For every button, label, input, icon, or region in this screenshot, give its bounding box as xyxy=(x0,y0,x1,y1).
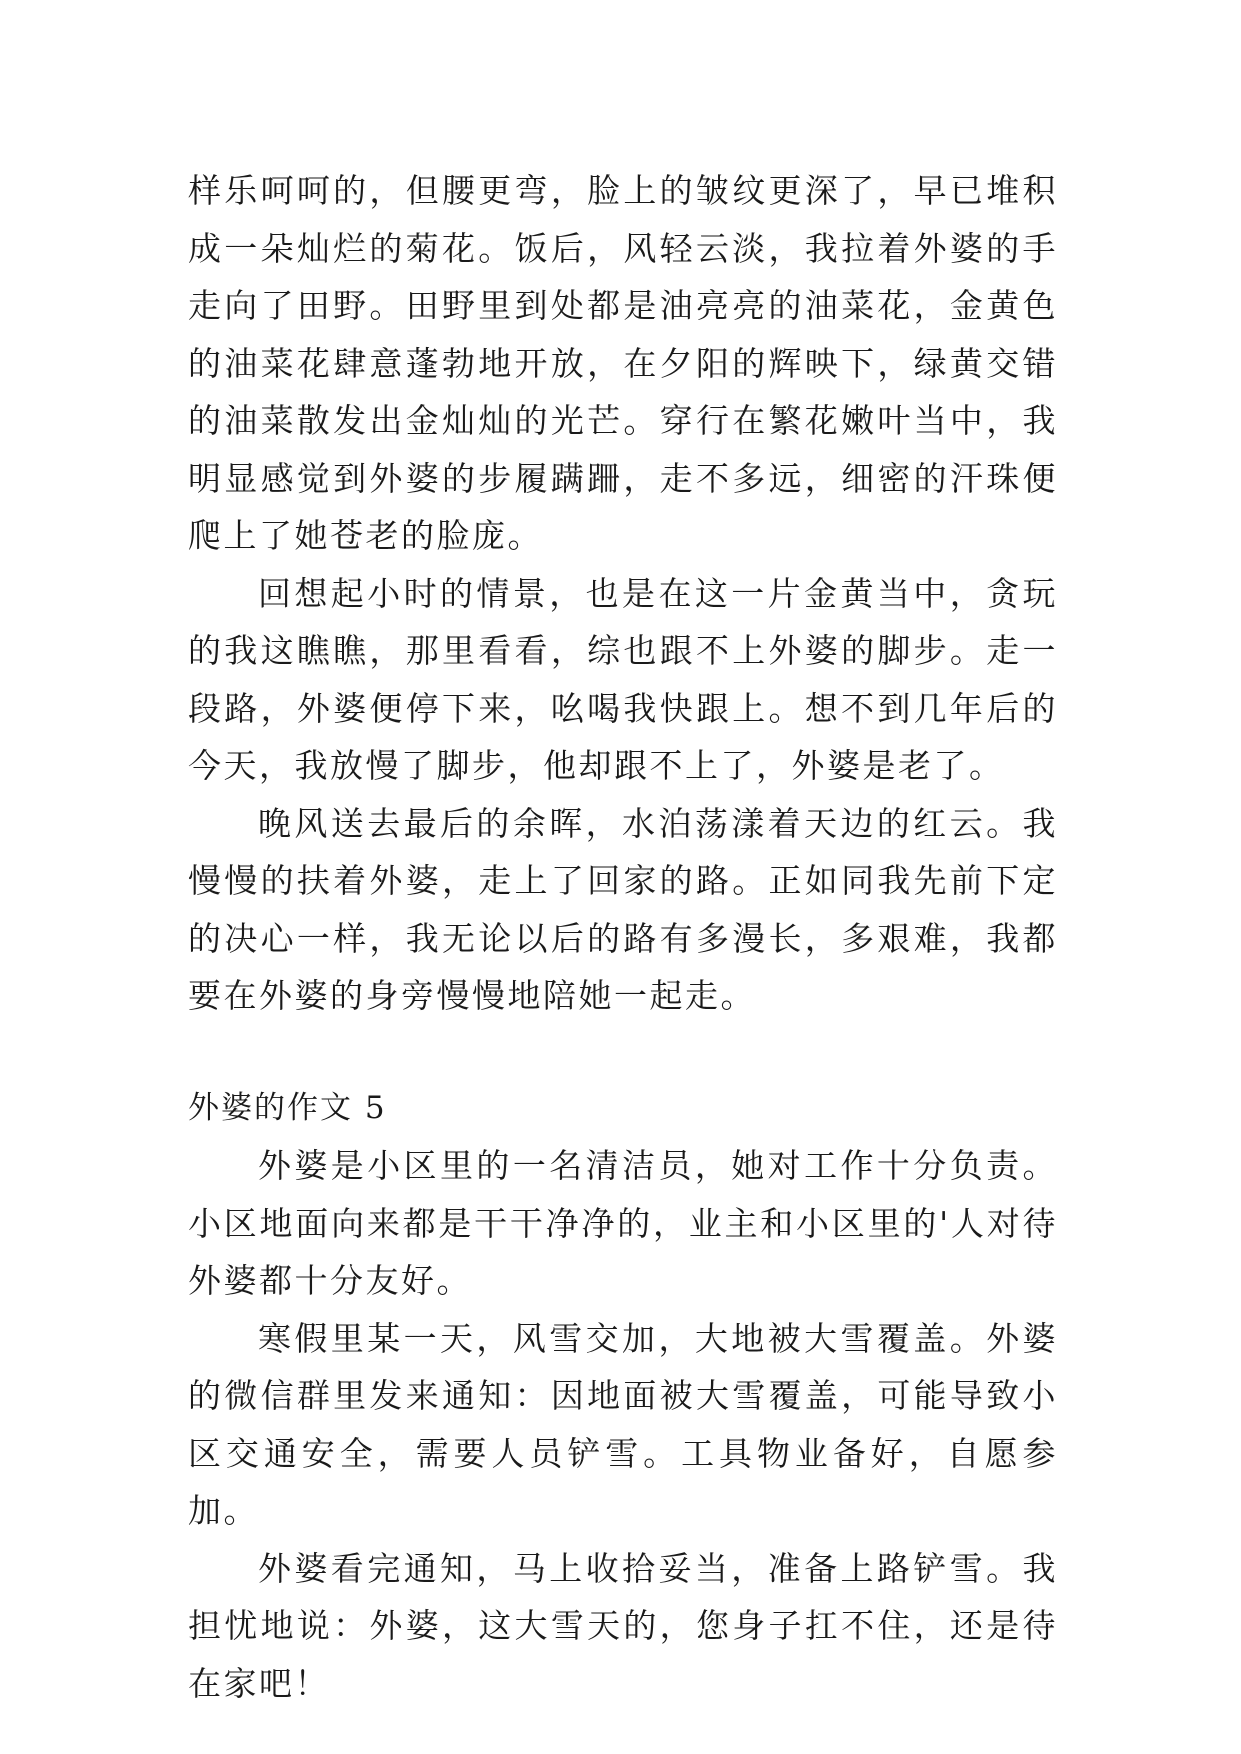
paragraph-snow-notice: 寒假里某一天，风雪交加，大地被大雪覆盖。外婆的微信群里发来通知：因地面被大雪覆盖，可能导致小区交通安全，需要人员铲雪。工具物业备好，自愿参加。 xyxy=(188,1318,1058,1530)
paragraph-childhood-memory: 回想起小时的情景，也是在这一片金黄当中，贪玩的我这瞧瞧，那里看看，综也跟不上外婆的脚步。走一段路，外婆便停下来，吆喝我快跟上。想不到几年后的今天，我放慢了脚步，他却跟不上了，外婆是老了。 xyxy=(188,573,1058,785)
paragraph-worried-dialogue: 外婆看完通知，马上收拾妥当，准备上路铲雪。我担忧地说：外婆，这大雪天的，您身子扛不住，还是待在家吧！ xyxy=(188,1548,1058,1703)
intro-paragraph: 样乐呵呵的，但腰更弯，脸上的皱纹更深了，早已堆积成一朵灿烂的菊花。饭后，风轻云淡，我拉着外婆的手走向了田野。田野里到处都是油亮亮的油菜花，金黄色的油菜花肆意蓬勃地开放，在夕阳的辉映下，绿黄交错的油菜散发出金灿灿的光芒。穿行在繁花嫩叶当中，我明显感觉到外婆的步履蹒跚，走不多远，细密的汗珠便爬上了她苍老的脸庞。 xyxy=(188,171,1058,555)
paragraph-cleaner-intro: 外婆是小区里的一名清洁员，她对工作十分负责。小区地面向来都是干干净净的，业主和小区里的'人对待外婆都十分友好。 xyxy=(188,1146,1058,1300)
section-title: 外婆的作文 5 xyxy=(188,1089,387,1126)
paragraph-evening-walk: 晚风送去最后的余晖，水泊荡漾着天边的红云。我慢慢的扶着外婆，走上了回家的路。正如同我先前下定的决心一样，我无论以后的路有多漫长，多艰难，我都要在外婆的身旁慢慢地陪她一起走。 xyxy=(188,803,1058,1015)
document-body xyxy=(188,162,1058,1712)
